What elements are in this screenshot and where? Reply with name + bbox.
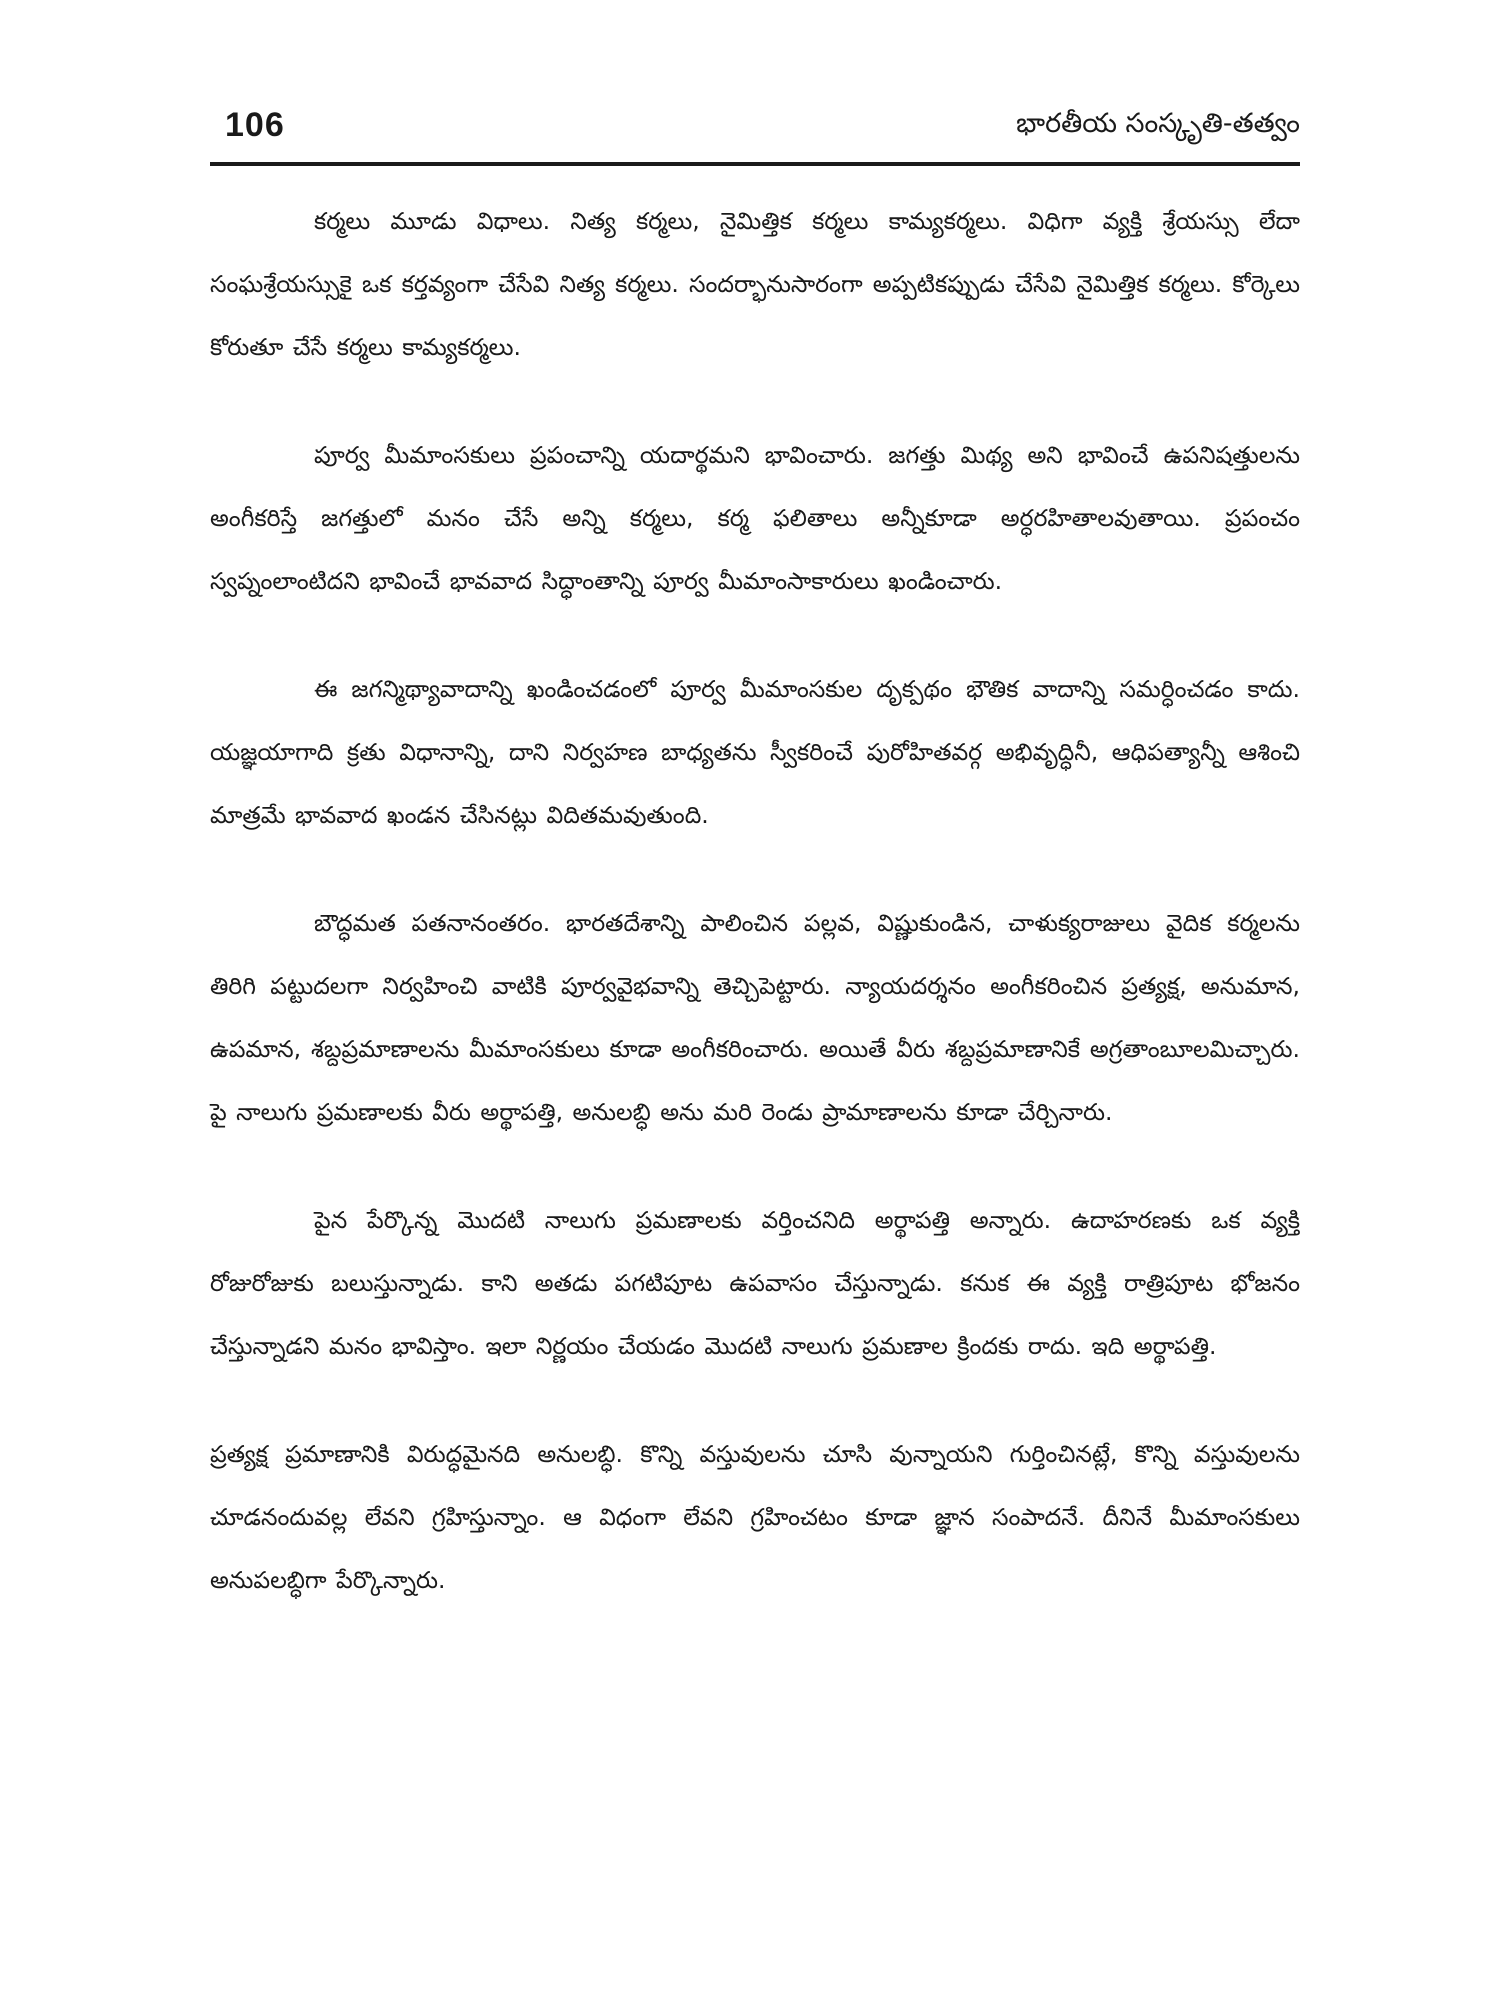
paragraph-anulabdhi: ప్రత్యక్ష ప్రమాణానికి విరుద్ధమైనది అనులబ్ధి. కొన్ని వస్తువులను చూసి వున్నాయని గుర్తించినట్లే, కొన్ని వస్తువులను చూడనందువల్ల లేవని గ్రహిస్తున్నాం. ఆ విధంగా లేవని గ్రహించటం కూడా జ్ఞాన సంపాదనే. దీనినే మీమాంసకులు అనుపలబ్ధిగా పేర్కొన్నారు. xyxy=(210,1440,1300,1594)
paragraph-arthapatti: పైన పేర్కొన్న మొదటి నాలుగు ప్రమణాలకు వర్తించనిది అర్థాపత్తి అన్నారు. ఉదాహరణకు ఒక వ్యక్తి రోజురోజుకు బలుస్తున్నాడు. కాని అతడు పగటిపూట ఉపవాసం చేస్తున్నాడు. కనుక ఈ వ్యక్తి రాత్రిపూట భోజనం చేస్తున్నాడని మనం భావిస్తాం. ఇలా నిర్ణయం చేయడం మొదటి నాలుగు ప్రమణాల క్రిందకు రాదు. ఇది అర్థాపత్తి. xyxy=(210,1206,1300,1360)
book-page xyxy=(210,100,1300,1657)
paragraph-purva-mimamsa: పూర్వ మీమాంసకులు ప్రపంచాన్ని యదార్థమని భావించారు. జగత్తు మిథ్య అని భావించే ఉపనిషత్తులను అంగీకరిస్తే జగత్తులో మనం చేసే అన్ని కర్మలు, కర్మ ఫలితాలు అన్నీకూడా అర్ధరహితాలవుతాయి. ప్రపంచం స్వప్నంలాంటిదని భావించే భావవాద సిద్ధాంతాన్ని పూర్వ మీమాంసాకారులు ఖండించారు. xyxy=(210,441,1300,595)
body-text xyxy=(210,190,1300,1612)
page-number: 106 xyxy=(225,106,285,144)
paragraph-pramanas: బౌద్ధమత పతనానంతరం. భారతదేశాన్ని పాలించిన పల్లవ, విష్ణుకుండిన, చాళుక్యరాజులు వైదిక కర్మలను తిరిగి పట్టుదలగా నిర్వహించి వాటికి పూర్వవైభవాన్ని తెచ్చిపెట్టారు. న్యాయదర్శనం అంగీకరించిన ప్రత్యక్ష, అనుమాన, ఉపమాన, శబ్దప్రమాణాలను మీమాంసకులు కూడా అంగీకరించారు. అయితే వీరు శబ్దప్రమాణానికే అగ్రతాంబూలమిచ్చారు. పై నాలుగు ప్రమణాలకు వీరు అర్థాపత్తి, అనులబ్ధి అను మరి రెండు ప్రామాణాలను కూడా చేర్చినారు. xyxy=(210,909,1300,1126)
running-title: భారతీయ సంస్కృతి-తత్వం xyxy=(1016,108,1300,139)
paragraph-karmas: కర్మలు మూడు విధాలు. నిత్య కర్మలు, నైమిత్తిక కర్మలు కామ్యకర్మలు. విధిగా వ్యక్తి శ్రేయస్సు లేదా సంఘశ్రేయస్సుకై ఒక కర్తవ్యంగా చేసేవి నిత్య కర్మలు. సందర్భానుసారంగా అప్పటికప్పుడు చేసేవి నైమిత్తిక కర్మలు. కోర్కెలు కోరుతూ చేసే కర్మలు కామ్యకర్మలు. xyxy=(210,207,1300,361)
page-header xyxy=(210,100,1300,166)
paragraph-jagan-mithya: ఈ జగన్మిథ్యావాదాన్ని ఖండించడంలో పూర్వ మీమాంసకుల దృక్పథం భౌతిక వాదాన్ని సమర్ధించడం కాదు. యజ్ఞయాగాది క్రతు విధానాన్ని, దాని నిర్వహణ బాధ్యతను స్వీకరించే పురోహితవర్గ అభివృద్ధినీ, ఆధిపత్యాన్నీ ఆశించి మాత్రమే భావవాద ఖండన చేసినట్లు విదితమవుతుంది. xyxy=(210,675,1300,829)
